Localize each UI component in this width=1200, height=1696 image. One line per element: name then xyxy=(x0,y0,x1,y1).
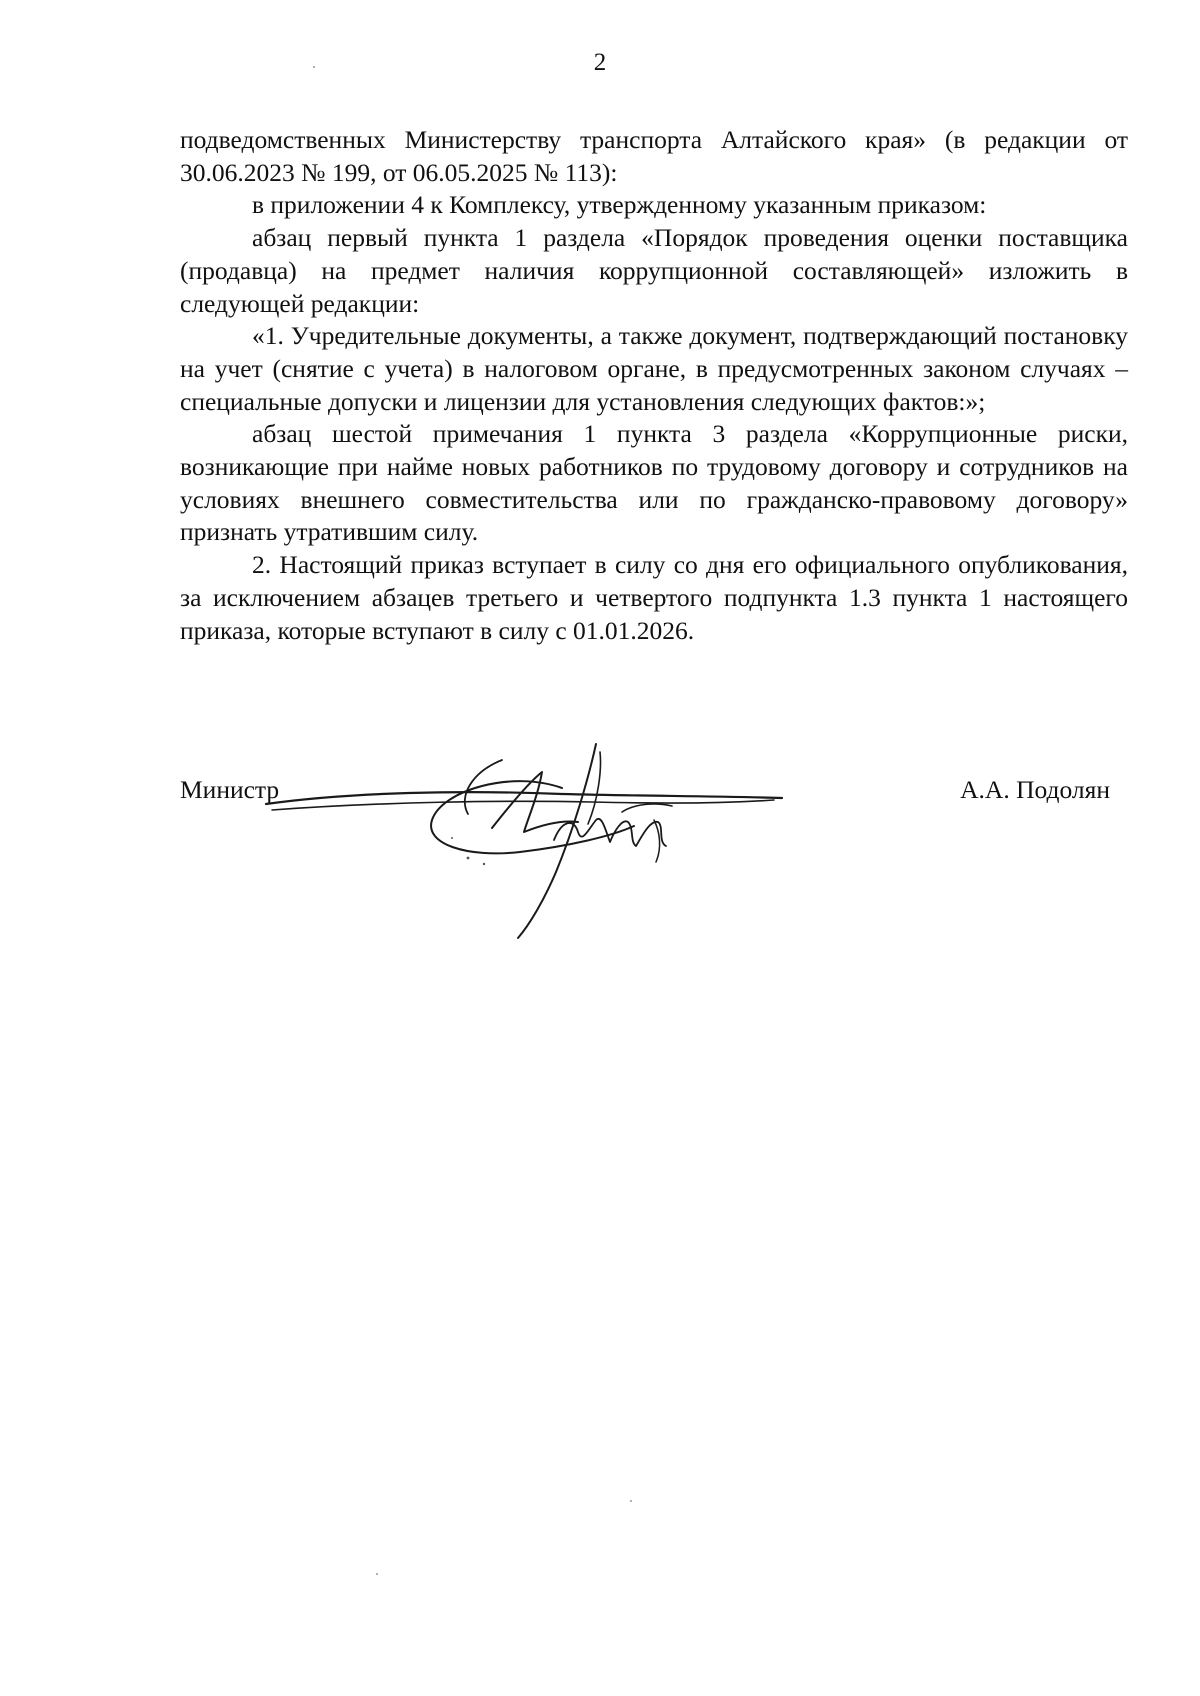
paragraph-2: в приложении 4 к Комплексу, утвержденному указанным приказом: xyxy=(252,190,987,220)
paragraph-3: абзац первый пункта 1 раздела «Порядок проведения оценки поставщика (продавца) на предмет наличия коррупционной составляющей» изложить в следующей редакции: xyxy=(180,223,1128,318)
signer-position: Министр xyxy=(180,775,280,804)
paragraph-6: 2. Настоящий приказ вступает в силу со дня его официального опубликования, за исключением абзацев третьего и четвертого подпункта 1.3 пункта 1 настоящего приказа, которые вступают в силу с 01.01.2026. xyxy=(180,550,1128,645)
scan-speck xyxy=(313,66,315,68)
paragraph-5: абзац шестой примечания 1 пункта 3 раздела «Коррупционные риски, возникающие при найме новых работников по трудовому договору и сотрудников на условиях внешнего совместительства или по гражданско-правовому договору» признать утратившим силу. xyxy=(180,419,1128,547)
signer-name: А.А. Подолян xyxy=(960,775,1110,804)
paragraph-4: «1. Учредительные документы, а также документ, подтверждающий постановку на учет (снятие с учета) в налоговом органе, в предусмотренных законом случаях – специальные допуски и лицензии для установления следующих фактов:»; xyxy=(180,321,1128,416)
page-number: 2 xyxy=(593,49,607,76)
paragraph-1: подведомственных Министерству транспорта Алтайского края» (в редакции от 30.06.2023 № 199, от 06.05.2025 № 113): xyxy=(180,125,1128,187)
scan-speck xyxy=(630,1500,632,1502)
document-body xyxy=(180,124,1128,647)
scan-speck xyxy=(376,1573,378,1575)
handwritten-signature xyxy=(262,740,802,940)
